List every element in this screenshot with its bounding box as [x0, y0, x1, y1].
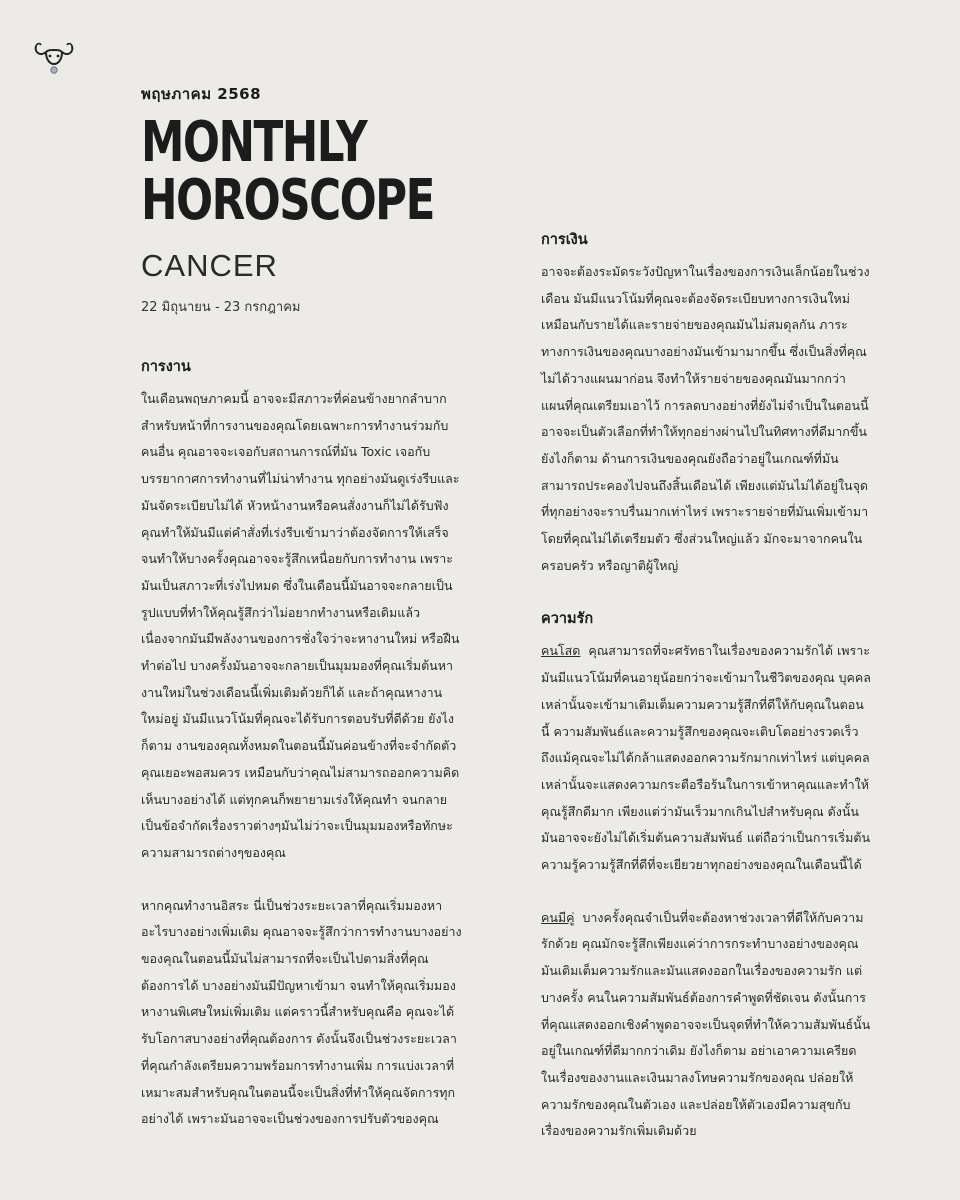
finance-heading: การเงิน: [541, 232, 588, 248]
love-heading: ความรัก: [541, 611, 594, 628]
work-paragraph-1: ในเดือนพฤษภาคมนี้ อาจจะมีสภาวะที่ค่อนข้างยากลำบากสำหรับหน้าที่การงานของคุณโดยเฉพาะการทำงานร่วมกับคนอื่น คุณอาจจะเจอกับสถานการณ์ที่มัน Toxic เจอกับบรรยากาศการทำงานที่ไม่น่าทำงาน ทุกอย่างมันดูเร่งรีบและมันจัดระเบียบไม่ได้ หัวหน้างานหรือคนสั่งงานก็ไม่ได้รับฟังคุณทำให้มันมีแต่คำสั่งที่เร่งรีบเข้ามาว่าต้องจัดการให้เสร็จ จนทำให้บางครั้งคุณอาจจะรู้สึกเหนื่อยกับการทำงาน เพราะมันเป็นสภาวะที่เร่งไปหมด ซึ่งในเดือนนี้มันอาจจะกลายเป็นรูปแบบที่ทำให้คุณรู้สึกว่าไม่อยากทำงานหรือเดิมแล้ว เนื่องจากมันมีพลังงานของการชั่งใจว่าจะหางานใหม่ หรือฝืนทำต่อไป บางครั้งมันอาจจะกลายเป็นมุมมองที่คุณเริ่มต้นหางานใหม่ในช่วงเดือนนี้เพิ่มเติมด้วยก็ได้ และถ้าคุณหางานใหม่อยู่ มันมีแนวโน้มที่คุณจะได้รับการตอบรับที่ดีด้วย ยังไงก็ตาม งานของคุณทั้งหมดในตอนนี้มันค่อนข้างที่จะจำกัดตัวคุณเยอะพอสมควร เหมือนกับว่าคุณไม่สามารถออกความคิดเห็นบางอย่างได้ แต่ทุกคนก็พยายามเร่งให้คุณทำ จนกลายเป็นข้อจำกัดเรื่องราวต่างๆมันไม่ว่าจะเป็นมุมมองหรือทักษะความสามารถต่างๆของคุณ: [141, 391, 460, 860]
couple-label: คนมีคู่: [541, 909, 575, 925]
work-paragraph-2: หากคุณทำงานอิสระ นี่เป็นช่วงระยะเวลาที่คุณเริ่มมองหาอะไรบางอย่างเพิ่มเติม คุณอาจจะรู้สึกว่าการทำงานบางอย่างของคุณในตอนนี้มันไม่สามารถที่จะเป็นไปตามสิ่งที่คุณต้องการได้ บางอย่างมันมีปัญหาเข้ามา จนทำให้คุณเริ่มมองหางานพิเศษใหม่เพิ่มเติม แต่คราวนี้สำหรับคุณคือ คุณจะได้รับโอกาสบางอย่างที่คุณต้องการ ดังนั้นจึงเป็นช่วงระยะเวลาที่คุณกำลังเตรียมความพร้อมการทำงานเพิ่ม การแบ่งเวลาที่เหมาะสมสำหรับคุณในตอนนี้จะเป็นสิ่งที่ทำให้คุณจัดการทุกอย่างได้ เพราะมันอาจจะเป็นช่วงของการปรับตัวของคุณ: [141, 897, 462, 1127]
love-single-paragraph: [541, 638, 871, 878]
single-label: คนโสด: [541, 643, 581, 659]
month-year: พฤษภาคม 2568: [141, 85, 262, 103]
love-couple-paragraph: [541, 905, 871, 1145]
taurus-bull-icon: [32, 40, 76, 78]
title-line-1: MONTHLY: [141, 110, 367, 175]
couple-text: บางครั้งคุณจำเป็นที่จะต้องหาช่วงเวลาที่ดีให้กับความรักด้วย คุณมักจะรู้สึกเพียงแค่ว่าการกระทำบางอย่างของคุณมันเติมเต็มความรักและมันแสดงออกในเรื่องของความรัก แต่บางครั้ง คนในความสัมพันธ์ต้องการคำพูดที่ชัดเจน ดังนั้นการที่คุณแสดงออกเชิงคำพูดอาจจะเป็นจุดที่ทำให้ความสัมพันธ์นั้นอยู่ในเกณฑ์ที่ดีมากกว่าเดิม ยังไงก็ตาม อย่าเอาความเครียดในเรื่องของงานและเงินมาลงโทษความรักของคุณ ปล่อยให้ความรักของคุณในตัวเอง และปล่อยให้ตัวเองมีความสุขกับเรื่องของความรักเพิ่มเติมด้วย: [541, 909, 871, 1139]
page-title: [141, 110, 434, 233]
single-text: คุณสามารถที่จะศรัทธาในเรื่องของความรักได้ เพราะมันมีแนวโน้มที่คนอายุน้อยกว่าจะเข้ามาในชีวิตของคุณ บุคคลเหล่านั้นจะเข้ามาเติมเต็มความความรู้สึกที่ดีให้กับคุณในตอนนี้ ความสัมพันธ์และความรู้สึกของคุณจะเติบโตอย่างรวดเร็ว ถึงแม้คุณจะไม่ได้กล้าแสดงออกความรักมากเท่าไหร่ แต่บุคคลเหล่านั้นจะแสดงความกระตือรือร้นในการเข้าหาคุณและทำให้คุณรู้สึกดีมาก เพียงแต่ว่ามันเร็วมากเกินไปสำหรับคุณ ดังนั้นมันอาจจะยังไม่ได้เริ่มต้นความสัมพันธ์ แต่ถือว่าเป็นการเริ่มต้นความรู้ความรู้สึกที่ดีที่จะเยียวยาทุกอย่างของคุณในเดือนนี้ได้: [541, 643, 871, 873]
finance-paragraph: อาจจะต้องระมัดระวังปัญหาในเรื่องของการเงินเล็กน้อยในช่วงเดือน มันมีแนวโน้มที่คุณจะต้องจัดระเบียบทางการเงินใหม่ เหมือนกับรายได้และรายจ่ายของคุณมันไม่สมดุลกัน ภาระทางการเงินของคุณบางอย่างมันเข้ามามากขึ้น ซึ่งเป็นสิ่งที่คุณไม่ได้วางแผนมาก่อน จึงทำให้รายจ่ายของคุณมันมากกว่าแผนที่คุณเตรียมเอาไว้ การลดบางอย่างที่ยังไม่จำเป็นในตอนนี้อาจจะเป็นตัวเลือกที่ทำให้ทุกอย่างผ่านไปในทิศทางที่ดีมากขึ้น ยังไงก็ตาม ด้านการเงินของคุณยังถือว่าอยู่ในเกณฑ์ที่มันสามารถประคองไปจนถึงสิ้นเดือนได้ เพียงแต่มันไม่ได้อยู่ในจุดที่ทุกอย่างจะราบรื่นมากเท่าไหร่ เพราะรายจ่ายที่มันเพิ่มเข้ามาโดยที่คุณไม่ได้เตรียมตัว ซึ่งส่วนใหญ่แล้ว มักจะมาจากคนในครอบครัว หรือญาติผู้ใหญ่: [541, 264, 870, 573]
left-column: [141, 82, 463, 1133]
right-column: [541, 228, 871, 1145]
zodiac-sign: CANCER: [141, 248, 278, 283]
date-range: 22 มิถุนายน - 23 กรกฎาคม: [141, 300, 301, 315]
title-line-2: HOROSCOPE: [141, 168, 434, 233]
work-heading: การงาน: [141, 359, 191, 375]
